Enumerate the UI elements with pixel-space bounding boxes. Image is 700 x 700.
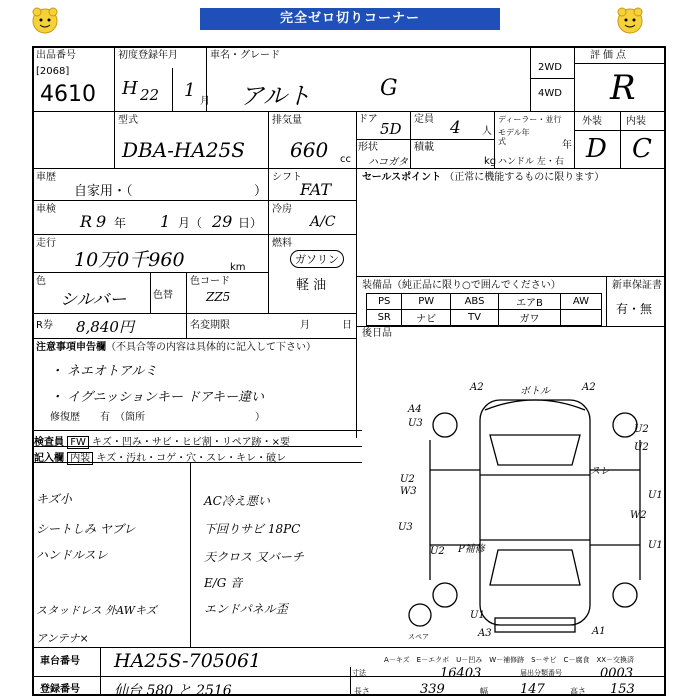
guarantee-label: 新車保証書 — [612, 280, 662, 291]
model-label: 型式 — [118, 115, 138, 126]
first-reg-year: 22 — [140, 86, 160, 104]
mascot-icon — [615, 6, 645, 36]
recycle-value: 8,840円 — [76, 318, 134, 336]
size-label: 寸法 — [352, 669, 366, 677]
load-label: 積載 — [414, 142, 434, 153]
dep-code: 0003 — [600, 666, 634, 681]
ext-score: D — [586, 134, 607, 164]
lot-number: 4610 — [40, 82, 96, 107]
lot-label: 出品番号 — [36, 50, 76, 61]
inspection-month: 1 — [160, 212, 171, 231]
mileage-value: 10万0千960 — [74, 249, 185, 271]
usage-value: 自家用・（ — [74, 184, 133, 199]
color-value: シルバー — [60, 290, 127, 310]
after-label: 後日品 — [362, 328, 392, 339]
car-name-label: 車名・グレード — [210, 50, 280, 61]
chassis-label: 車台番号 — [40, 656, 80, 667]
shape-label: 形状 — [358, 142, 378, 153]
notes-line1: ・ ネエオトアルミ — [50, 364, 158, 379]
model-year-label: モデル年式 — [498, 128, 530, 146]
aircon-label: 冷房 — [272, 204, 292, 215]
size-height: 153 — [610, 682, 635, 697]
displacement-value: 660 — [290, 138, 329, 162]
name-change-label: 名変期限 — [190, 320, 230, 331]
checker-row: 検査員 FW キズ・凹み・サビ・ヒビ割・リペア跡・×要 — [34, 437, 290, 448]
dep-label: 届出分類番号 — [520, 669, 562, 677]
inspection-day: 29 — [212, 212, 233, 231]
aircon-value: A/C — [310, 214, 336, 230]
notes-label: 注意事項申告欄（不具合等の内容は具体的に記入して下さい） — [36, 342, 316, 353]
size-code: 16403 — [440, 666, 482, 681]
usage-label: 車歴 — [36, 172, 56, 183]
shift-label: シフト — [272, 172, 302, 183]
displacement-label: 排気量 — [272, 115, 302, 126]
lot-sub: [2068] — [36, 66, 70, 77]
ext-label: 外装 — [582, 116, 602, 127]
first-reg-era: H — [122, 78, 138, 99]
entry-row: 記入欄 内装 キズ・汚れ・コゲ・穴・スレ・キレ・破レ — [34, 453, 287, 464]
fuel-gas: ガソリン — [290, 250, 344, 268]
model-value: DBA-HA25S — [122, 138, 245, 162]
capacity-value: 4 — [450, 118, 461, 138]
shift-value: FAT — [300, 180, 332, 199]
car-diagram — [390, 380, 660, 650]
first-reg-month: 1 — [184, 80, 196, 101]
car-grade: G — [380, 76, 398, 101]
color-label: 色 — [36, 276, 46, 287]
score-label: 評価点 — [590, 50, 629, 61]
reg-value: 仙台 580 と 2516 — [114, 683, 232, 699]
chassis-value: HA25S-705061 — [114, 650, 262, 672]
size-length: 339 — [420, 682, 445, 697]
capacity-label: 定員 — [414, 114, 434, 125]
inspection-label: 車検 — [36, 204, 56, 215]
mileage-label: 走行 — [36, 238, 56, 249]
doors-value: 5D — [380, 120, 402, 138]
car-name: アルト — [240, 82, 312, 110]
corner-title: 完全ゼロ切りコーナー — [200, 8, 500, 30]
drive-2wd: 2WD — [538, 62, 562, 73]
guarantee-value: 有・無 — [616, 302, 653, 316]
score-value: R — [610, 68, 636, 108]
int-label: 内装 — [626, 116, 646, 127]
doors-label: ドア — [358, 114, 378, 125]
size-width: 147 — [520, 682, 545, 697]
color-code: ZZ5 — [206, 290, 231, 304]
inspection-year: 9 — [96, 212, 107, 231]
color-tone-label: 色替 — [153, 290, 173, 301]
fuel-light: 軽 油 — [296, 278, 327, 293]
header-bar — [0, 0, 700, 40]
repair-label: 修復歴 有 （箇所 ） — [50, 412, 265, 423]
drive-4wd: 4WD — [538, 88, 562, 99]
handle-label: ハンドル 左・右 — [498, 157, 564, 167]
shape-value: ハコガタ — [368, 157, 408, 168]
notes-line2: ・ イグニッションキー ドアキー違い — [50, 390, 265, 405]
damage-legend: A－キズ E－エクボ U－凹み W－補修跡 S－サビ C－腐食 XX－交換済 — [384, 656, 635, 664]
color-code-label: 色コード — [190, 276, 230, 287]
equipment-table: PS PW ABS エアB AW SR ナビ TV ガワ — [366, 293, 602, 326]
first-reg-label: 初度登録年月 — [118, 50, 178, 61]
fuel-label: 燃料 — [272, 238, 292, 249]
int-score: C — [632, 134, 652, 164]
reg-label: 登録番号 — [40, 684, 80, 695]
sales-point-label: セールスポイント （正常に機能するものに限ります） — [362, 172, 605, 183]
recycle-label: R券 — [36, 320, 53, 331]
dealer-label: ディーラー・並行 — [498, 115, 562, 124]
mascot-icon — [30, 6, 60, 36]
equipment-label: 装備品（純正品に限り○で囲んでください） — [362, 280, 561, 291]
